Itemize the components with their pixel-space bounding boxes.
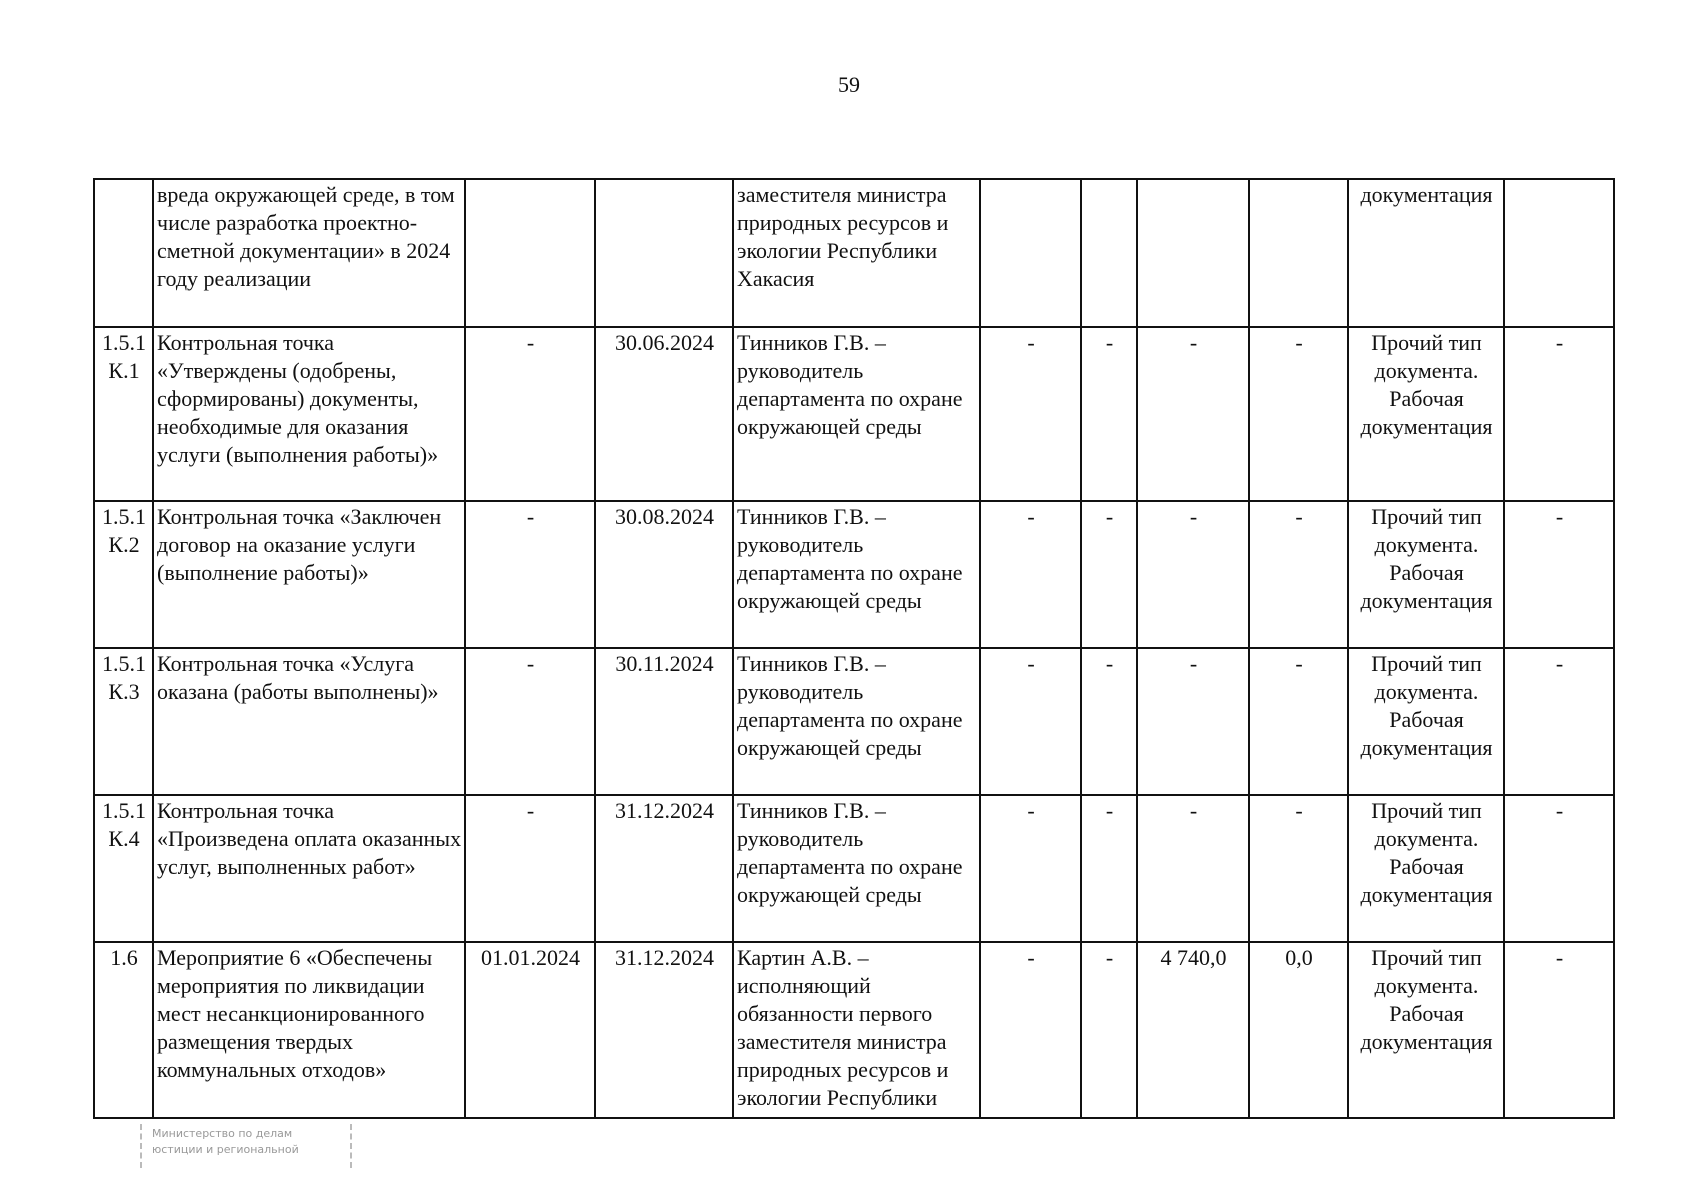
- activity-name: Мероприятие 6 «Обеспечены мероприятия по ликвидации мест несанкционированного размещения твердых коммунальных отходов»: [153, 942, 465, 1118]
- extra-cell: -: [1504, 327, 1614, 501]
- table-row: [94, 942, 1614, 1118]
- end-date: 30.08.2024: [595, 501, 733, 648]
- end-date: 30.06.2024: [595, 327, 733, 501]
- document-type: Прочий тип документа. Рабочая документация: [1348, 501, 1504, 648]
- stamp-line: юстиции и региональной: [152, 1143, 299, 1156]
- value-cell: -: [1081, 327, 1137, 501]
- row-number: 1.5.1 К.4: [94, 795, 153, 942]
- value-cell: [1137, 179, 1249, 327]
- value-cell: [1081, 179, 1137, 327]
- extra-cell: [1504, 179, 1614, 327]
- activity-name: Контрольная точка «Утверждены (одобрены, сформированы) документы, необходимые для оказания услуги (выполнения работы)»: [153, 327, 465, 501]
- start-date: 01.01.2024: [465, 942, 595, 1118]
- start-date: -: [465, 795, 595, 942]
- value-cell: -: [980, 327, 1081, 501]
- table-row: [94, 501, 1614, 648]
- value-cell: -: [1137, 327, 1249, 501]
- value-cell: -: [1081, 648, 1137, 795]
- end-date: 30.11.2024: [595, 648, 733, 795]
- activity-name: Контрольная точка «Услуга оказана (работы выполнены)»: [153, 648, 465, 795]
- start-date: -: [465, 501, 595, 648]
- responsible: Картин А.В. – исполняющий обязанности первого заместителя министра природных ресурсов и экологии Республики: [733, 942, 980, 1118]
- value-cell: -: [1081, 501, 1137, 648]
- value-cell: 0,0: [1249, 942, 1348, 1118]
- row-number: [94, 179, 153, 327]
- value-cell: [980, 179, 1081, 327]
- activity-name: Контрольная точка «Заключен договор на оказание услуги (выполнение работы)»: [153, 501, 465, 648]
- value-cell: -: [980, 648, 1081, 795]
- document-type: Прочий тип документа. Рабочая документация: [1348, 795, 1504, 942]
- value-cell: -: [1249, 501, 1348, 648]
- value-cell: -: [980, 795, 1081, 942]
- table-row: [94, 648, 1614, 795]
- table-row: [94, 795, 1614, 942]
- document-type: Прочий тип документа. Рабочая документация: [1348, 327, 1504, 501]
- document-type: документация: [1348, 179, 1504, 327]
- responsible: Тинников Г.В. – руководитель департамента по охране окружающей среды: [733, 795, 980, 942]
- value-cell: 4 740,0: [1137, 942, 1249, 1118]
- document-type: Прочий тип документа. Рабочая документация: [1348, 648, 1504, 795]
- value-cell: -: [1249, 795, 1348, 942]
- row-number: 1.5.1 К.3: [94, 648, 153, 795]
- end-date: 31.12.2024: [595, 942, 733, 1118]
- value-cell: -: [980, 942, 1081, 1118]
- row-number: 1.5.1 К.1: [94, 327, 153, 501]
- start-date: [465, 179, 595, 327]
- start-date: -: [465, 648, 595, 795]
- row-number: 1.6: [94, 942, 153, 1118]
- start-date: -: [465, 327, 595, 501]
- responsible: Тинников Г.В. – руководитель департамента по охране окружающей среды: [733, 327, 980, 501]
- registration-stamp: [140, 1124, 352, 1168]
- value-cell: -: [1137, 795, 1249, 942]
- page-number: 59: [838, 72, 860, 97]
- table-row: [94, 179, 1614, 327]
- value-cell: -: [1081, 795, 1137, 942]
- document-type: Прочий тип документа. Рабочая документация: [1348, 942, 1504, 1118]
- value-cell: -: [1137, 501, 1249, 648]
- extra-cell: -: [1504, 648, 1614, 795]
- extra-cell: -: [1504, 501, 1614, 648]
- value-cell: -: [1249, 648, 1348, 795]
- activity-name: Контрольная точка «Произведена оплата оказанных услуг, выполненных работ»: [153, 795, 465, 942]
- value-cell: [1249, 179, 1348, 327]
- responsible: заместителя министра природных ресурсов и экологии Республики Хакасия: [733, 179, 980, 327]
- row-number: 1.5.1 К.2: [94, 501, 153, 648]
- responsible: Тинников Г.В. – руководитель департамента по охране окружающей среды: [733, 501, 980, 648]
- value-cell: -: [1137, 648, 1249, 795]
- value-cell: -: [1249, 327, 1348, 501]
- value-cell: -: [980, 501, 1081, 648]
- extra-cell: -: [1504, 795, 1614, 942]
- responsible: Тинников Г.В. – руководитель департамента по охране окружающей среды: [733, 648, 980, 795]
- stamp-line: Министерство по делам: [152, 1127, 293, 1140]
- end-date: [595, 179, 733, 327]
- value-cell: -: [1081, 942, 1137, 1118]
- extra-cell: -: [1504, 942, 1614, 1118]
- plan-table: [93, 178, 1615, 1119]
- table-row: [94, 327, 1614, 501]
- activity-name: вреда окружающей среде, в том числе разработка проектно-сметной документации» в 2024 году реализации: [153, 179, 465, 327]
- end-date: 31.12.2024: [595, 795, 733, 942]
